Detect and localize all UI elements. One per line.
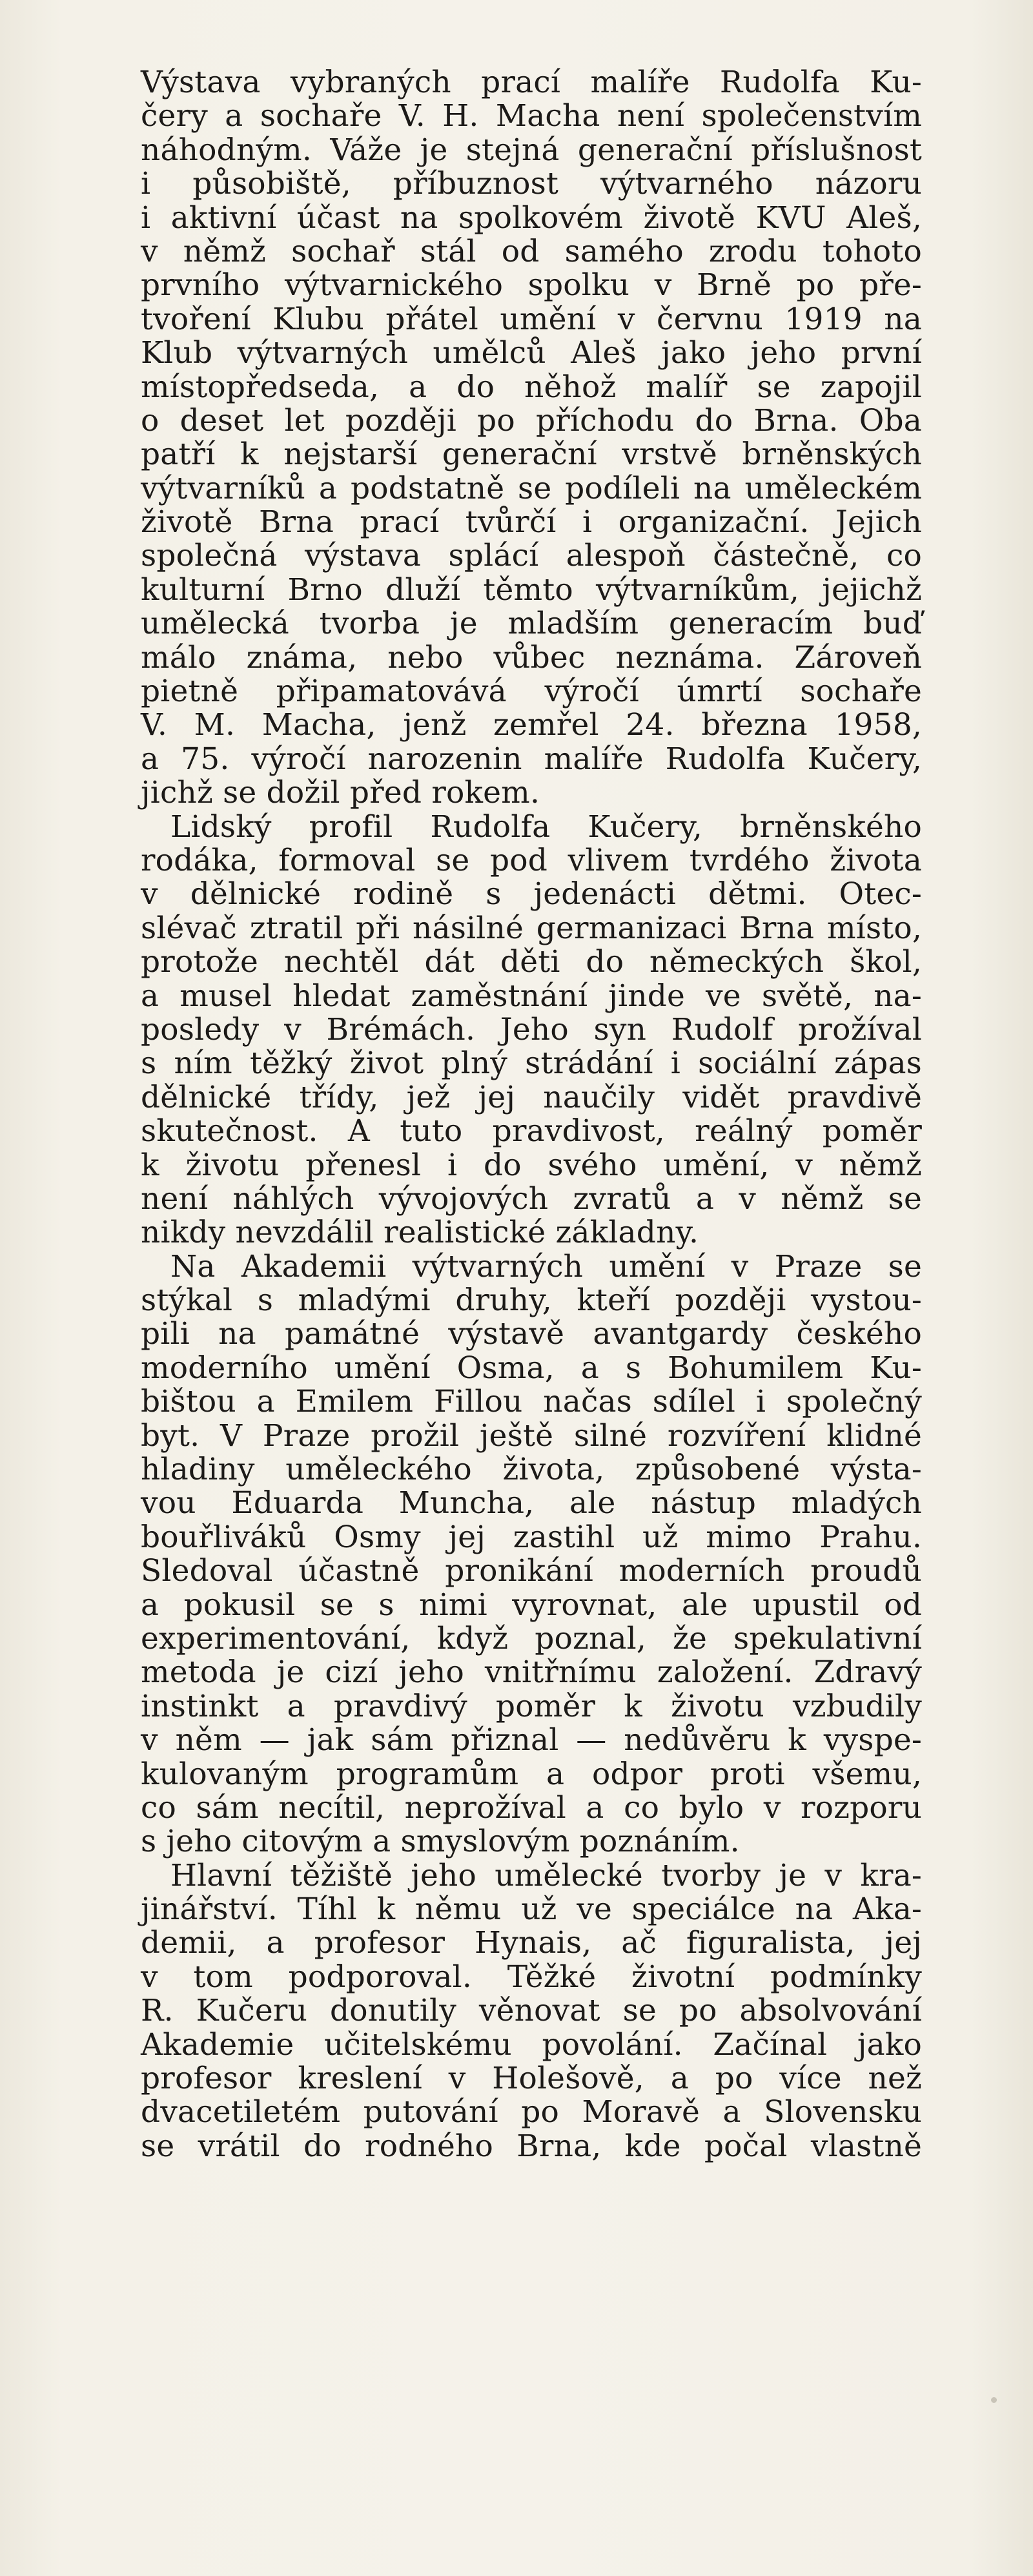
text-line: nikdy nevzdálil realistické základny. (141, 1215, 699, 1251)
text-line: Sledoval účastně pronikání moderních proudů (141, 1553, 922, 1589)
text-line: životě Brna prací tvůrčí i organizační. Jejich (141, 504, 922, 541)
text-line: v tom podporoval. Těžké životní podmínky (141, 1959, 922, 1995)
text-line: prvního výtvarnického spolku v Brně po pře- (141, 267, 922, 304)
text-line: Hlavní těžiště jeho umělecké tvorby je v kra- (170, 1857, 922, 1893)
paragraph (141, 66, 922, 810)
text-line: s ním těžký život plný strádání i sociální zápas (141, 1046, 922, 1082)
text-line: experimentování, když poznal, že spekulativní (141, 1620, 922, 1656)
text-line: náhodným. Váže je stejná generační příslušnost (141, 132, 922, 168)
text-line: dělnické třídy, jež jej naučily vidět pravdivě (141, 1079, 922, 1115)
text-line: V. M. Macha, jenž zemřel 24. března 1958, (141, 707, 922, 743)
text-line: kulovaným programům a odpor proti všemu, (141, 1756, 922, 1792)
text-line: Akademie učitelskému povolání. Začínal jako (141, 2026, 922, 2063)
text-line: se vrátil do rodného Brna, kde počal vlastně (141, 2128, 922, 2164)
text-line: a musel hledat zaměstnání jinde ve světě, na- (141, 978, 922, 1014)
paper-speck (991, 2397, 997, 2403)
text-line: Na Akademii výtvarných umění v Praze se (170, 1248, 922, 1284)
text-line: co sám necítil, neprožíval a co bylo v rozporu (141, 1789, 922, 1826)
text-line: demii, a profesor Hynais, ač figuralista, jej (141, 1925, 922, 1961)
text-line: v němž sochař stál od samého zrodu tohoto (141, 233, 922, 269)
text-line: Klub výtvarných umělců Aleš jako jeho první (141, 335, 922, 371)
text-line: moderního umění Osma, a s Bohumilem Ku- (141, 1350, 922, 1386)
article-text (141, 66, 922, 2163)
text-line: Lidský profil Rudolfa Kučery, brněnského (170, 809, 922, 845)
text-line: skutečnost. A tuto pravdivost, reálný poměr (141, 1113, 922, 1149)
text-line: i aktivní účast na spolkovém životě KVU Aleš, (141, 200, 922, 236)
paragraph (141, 1859, 922, 2164)
text-line: není náhlých vývojových zvratů a v němž se (141, 1180, 922, 1217)
text-line: profesor kreslení v Holešově, a po více než (141, 2061, 922, 2097)
text-line: stýkal s mladými druhy, kteří později vystou- (141, 1283, 922, 1319)
text-line: jichž se dožil před rokem. (141, 775, 540, 811)
text-line: výtvarníků a podstatně se podíleli na uměleckém (141, 470, 922, 506)
text-line: jinářství. Tíhl k němu už ve speciálce na Aka- (141, 1891, 922, 1928)
text-line: společná výstava splácí alespoň částečně, co (141, 538, 922, 574)
text-line: a pokusil se s nimi vyrovnat, ale upustil od (141, 1587, 922, 1623)
text-line: umělecká tvorba je mladším generacím buď (141, 606, 922, 642)
text-line: s jeho citovým a smyslovým poznáním. (141, 1824, 740, 1860)
text-line: v dělnické rodině s jedenácti dětmi. Otec- (141, 876, 922, 912)
text-line: instinkt a pravdivý poměr k životu vzbudily (141, 1688, 922, 1724)
text-line: hladiny uměleckého života, způsobené výsta- (141, 1452, 922, 1488)
text-line: čery a sochaře V. H. Macha není společenstvím (141, 98, 922, 134)
text-line: patří k nejstarší generační vrstvě brněnských (141, 437, 922, 473)
text-line: protože nechtěl dát děti do německých škol, (141, 944, 922, 980)
text-line: tvoření Klubu přátel umění v červnu 1919 na (141, 301, 922, 337)
text-line: slévač ztratil při násilné germanizaci Brna místo, (141, 910, 922, 946)
text-line: v něm — jak sám přiznal — nedůvěru k vyspe- (141, 1722, 922, 1758)
text-line: k životu přenesl i do svého umění, v němž (141, 1147, 922, 1183)
text-line: bištou a Emilem Fillou načas sdílel i společný (141, 1384, 922, 1420)
text-line: rodáka, formoval se pod vlivem tvrdého života (141, 842, 922, 878)
text-line: dvacetiletém putování po Moravě a Slovensku (141, 2094, 922, 2130)
text-line: vou Eduarda Muncha, ale nástup mladých (141, 1485, 922, 1521)
text-line: kulturní Brno dluží těmto výtvarníkům, jejichž (141, 572, 922, 608)
text-line: pili na památné výstavě avantgardy českého (141, 1316, 922, 1352)
text-line: Výstava vybraných prací malíře Rudolfa Ku- (141, 65, 922, 100)
text-line: R. Kučeru donutily věnovat se po absolvování (141, 1993, 922, 2029)
text-line: o deset let později po příchodu do Brna. Oba (141, 402, 922, 438)
text-line: pietně připamatovává výročí úmrtí sochaře (141, 674, 922, 710)
paragraph (141, 810, 922, 1250)
text-line: i působiště, příbuznost výtvarného názoru (141, 166, 922, 202)
text-line: byt. V Praze prožil ještě silné rozvíření klidné (141, 1417, 922, 1454)
text-line: místopředseda, a do něhož malíř se zapojil (141, 369, 922, 405)
text-line: metoda je cizí jeho vnitřnímu založení. Zdravý (141, 1654, 922, 1691)
paragraph (141, 1250, 922, 1859)
text-line: a 75. výročí narozenin malíře Rudolfa Kučery, (141, 741, 922, 777)
text-line: málo známa, nebo vůbec neznáma. Zároveň (141, 639, 922, 675)
text-line: bouřliváků Osmy jej zastihl už mimo Prahu. (141, 1519, 922, 1555)
text-line: posledy v Brémách. Jeho syn Rudolf prožíval (141, 1011, 922, 1047)
